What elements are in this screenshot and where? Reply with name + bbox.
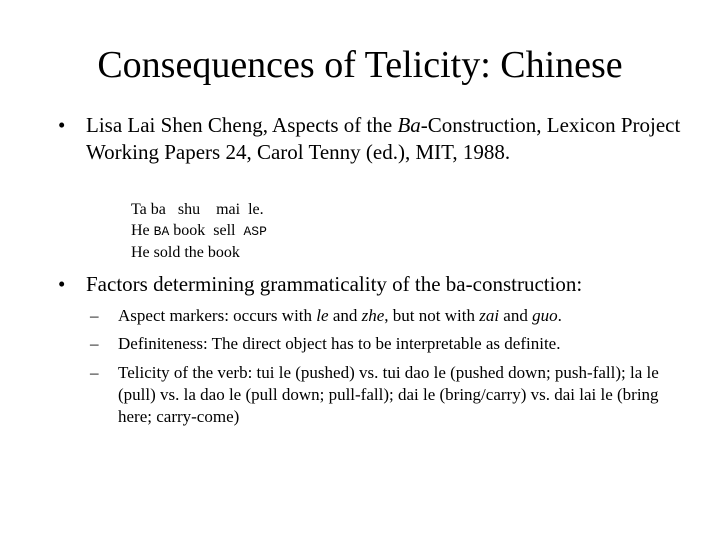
factors-heading: Factors determining grammaticality of the ba-construction: (86, 272, 583, 296)
gloss-chinese-line: Ta ba shu mai le. (131, 201, 264, 218)
slide-title: Consequences of Telicity: Chinese (97, 44, 623, 86)
gloss-part-he: He (131, 222, 154, 239)
bullet-marker: • (58, 113, 66, 137)
reference-text-part-2: -Construction, Lexicon Project Working Papers 24, Carol Tenny (ed.), MIT, 1988. (86, 113, 681, 164)
gloss-ba-marker: BA (153, 224, 170, 239)
gloss-asp-marker: ASP (243, 224, 267, 239)
sub-item-telicity (90, 362, 660, 428)
reference-text-part-1: Lisa Lai Shen Cheng, Aspects of the (86, 113, 398, 137)
reference-italic-ba: Ba (397, 113, 421, 137)
bullet-marker: • (58, 272, 66, 296)
aspect-markers-text (118, 305, 660, 327)
aspect-italic-zhe: zhe (361, 306, 385, 325)
gloss-translation-line: He sold the book (131, 244, 240, 261)
gloss-part-book-sell: book sell (169, 222, 244, 239)
bullet-factors (58, 271, 708, 298)
dash-marker: – (90, 306, 99, 325)
telicity-text: Telicity of the verb: tui le (pushed) vs. tui dao le (pushed down; push-fall); la le (pull) vs. la dao le (pull down; pull-fall); dai le (bring/carry) vs. dai lai le (bring here; carry-come) (118, 363, 659, 426)
aspect-italic-guo: guo (532, 306, 558, 325)
aspect-text-e: . (557, 306, 562, 325)
aspect-text-b: and (328, 306, 362, 325)
sub-item-aspect-markers (90, 305, 660, 327)
sub-item-definiteness (90, 333, 660, 355)
reference-text (86, 112, 698, 166)
dash-marker: – (90, 334, 99, 353)
aspect-text-c: , but not with (384, 306, 480, 325)
definiteness-text: Definiteness: The direct object has to be interpretable as definite. (118, 334, 561, 353)
example-gloss (131, 199, 267, 263)
aspect-italic-zai: zai (479, 306, 500, 325)
aspect-text-a: Aspect markers: occurs with (118, 306, 317, 325)
aspect-text-d: and (499, 306, 533, 325)
dash-marker: – (90, 363, 99, 382)
aspect-italic-le: le (316, 306, 329, 325)
bullet-reference (58, 112, 698, 166)
gloss-word-by-word-line (131, 220, 267, 242)
